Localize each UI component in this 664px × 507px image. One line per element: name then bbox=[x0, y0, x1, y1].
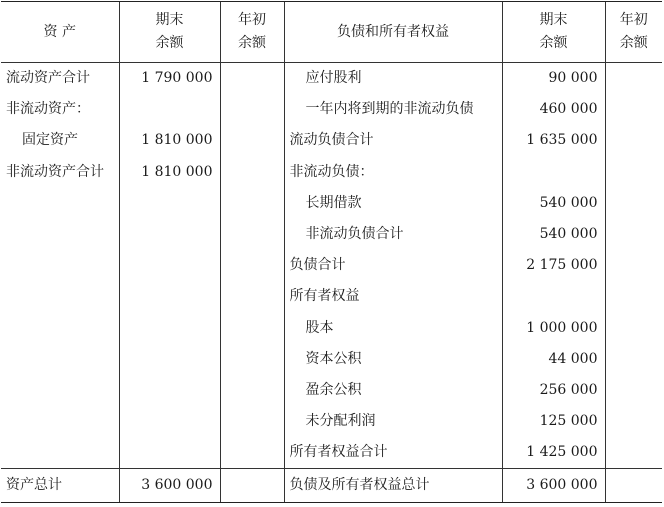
asset-end-balance bbox=[119, 344, 220, 375]
asset-begin-balance bbox=[220, 157, 284, 188]
asset-begin-balance bbox=[220, 437, 284, 469]
header-assets-end-balance: 期末 余额 bbox=[119, 2, 220, 63]
liab-begin-balance bbox=[605, 63, 662, 95]
table-row bbox=[1, 313, 662, 344]
asset-label bbox=[1, 437, 119, 469]
liab-label: 一年内将到期的非流动负债 bbox=[284, 94, 502, 125]
asset-end-balance: 1 810 000 bbox=[119, 157, 220, 188]
asset-label bbox=[1, 188, 119, 219]
table-row bbox=[1, 63, 662, 95]
liab-end-balance: 2 175 000 bbox=[502, 250, 605, 281]
liab-label: 流动负债合计 bbox=[284, 125, 502, 156]
asset-begin-balance bbox=[220, 63, 284, 95]
liab-label: 长期借款 bbox=[284, 188, 502, 219]
asset-begin-balance bbox=[220, 375, 284, 406]
liab-begin-balance bbox=[605, 94, 662, 125]
liab-begin-balance bbox=[605, 188, 662, 219]
liab-end-balance: 90 000 bbox=[502, 63, 605, 95]
asset-end-balance: 1 810 000 bbox=[119, 125, 220, 156]
liab-begin-balance bbox=[605, 437, 662, 469]
liab-label: 所有者权益 bbox=[284, 281, 502, 312]
liab-begin-balance bbox=[605, 313, 662, 344]
header-row bbox=[1, 2, 662, 63]
total-liab-equity-label: 负债及所有者权益总计 bbox=[284, 469, 502, 503]
liab-end-balance: 1 000 000 bbox=[502, 313, 605, 344]
table-row bbox=[1, 94, 662, 125]
balance-sheet-table bbox=[1, 1, 662, 503]
asset-end-balance bbox=[119, 313, 220, 344]
table-row bbox=[1, 437, 662, 469]
asset-begin-balance bbox=[220, 344, 284, 375]
liab-label: 非流动负债： bbox=[284, 157, 502, 188]
asset-begin-balance bbox=[220, 219, 284, 250]
total-row bbox=[1, 469, 662, 503]
liab-label: 未分配利润 bbox=[284, 406, 502, 437]
table-row bbox=[1, 125, 662, 156]
table-row bbox=[1, 157, 662, 188]
header-liab-end-balance: 期末 余额 bbox=[502, 2, 605, 63]
asset-end-balance: 1 790 000 bbox=[119, 63, 220, 95]
liab-end-balance: 540 000 bbox=[502, 188, 605, 219]
liab-begin-balance bbox=[605, 375, 662, 406]
liab-label: 应付股利 bbox=[284, 63, 502, 95]
liab-label: 盈余公积 bbox=[284, 375, 502, 406]
asset-label bbox=[1, 344, 119, 375]
asset-label bbox=[1, 406, 119, 437]
liab-begin-balance bbox=[605, 250, 662, 281]
header-assets: 资 产 bbox=[1, 2, 119, 63]
liab-begin-balance bbox=[605, 281, 662, 312]
asset-end-balance bbox=[119, 94, 220, 125]
asset-end-balance bbox=[119, 281, 220, 312]
asset-label bbox=[1, 281, 119, 312]
liab-begin-balance bbox=[605, 157, 662, 188]
liab-label: 负债合计 bbox=[284, 250, 502, 281]
header-liab-begin-balance: 年初 余额 bbox=[605, 2, 662, 63]
asset-end-balance bbox=[119, 406, 220, 437]
liab-end-balance bbox=[502, 281, 605, 312]
asset-begin-balance bbox=[220, 406, 284, 437]
asset-begin-balance bbox=[220, 250, 284, 281]
asset-end-balance bbox=[119, 250, 220, 281]
liab-begin-balance bbox=[605, 219, 662, 250]
asset-end-balance bbox=[119, 219, 220, 250]
table-row bbox=[1, 219, 662, 250]
asset-label: 流动资产合计 bbox=[6, 70, 90, 87]
total-assets-label: 资产总计 bbox=[1, 469, 119, 503]
asset-end-balance bbox=[119, 437, 220, 469]
liab-label: 所有者权益合计 bbox=[284, 437, 502, 469]
liab-end-balance: 44 000 bbox=[502, 344, 605, 375]
total-assets-end-balance: 3 600 000 bbox=[119, 469, 220, 503]
liab-label: 股本 bbox=[284, 313, 502, 344]
total-liab-equity-end-balance: 3 600 000 bbox=[502, 469, 605, 503]
asset-label: 非流动资产合计 bbox=[6, 163, 104, 180]
asset-label bbox=[1, 375, 119, 406]
asset-begin-balance bbox=[220, 94, 284, 125]
liab-end-balance: 460 000 bbox=[502, 94, 605, 125]
asset-end-balance bbox=[119, 188, 220, 219]
table-row bbox=[1, 344, 662, 375]
header-liabilities-equity: 负债和所有者权益 bbox=[284, 2, 502, 63]
liab-end-balance: 540 000 bbox=[502, 219, 605, 250]
liab-end-balance: 256 000 bbox=[502, 375, 605, 406]
asset-label bbox=[1, 313, 119, 344]
asset-label: 非流动资产： bbox=[6, 101, 90, 118]
table-row bbox=[1, 250, 662, 281]
total-assets-begin-balance bbox=[220, 469, 284, 503]
liab-begin-balance bbox=[605, 125, 662, 156]
liab-end-balance: 125 000 bbox=[502, 406, 605, 437]
header-assets-begin-balance: 年初 余额 bbox=[220, 2, 284, 63]
liab-begin-balance bbox=[605, 406, 662, 437]
table-row bbox=[1, 406, 662, 437]
table-row bbox=[1, 281, 662, 312]
asset-end-balance bbox=[119, 375, 220, 406]
liab-label: 资本公积 bbox=[284, 344, 502, 375]
asset-begin-balance bbox=[220, 125, 284, 156]
table-row bbox=[1, 375, 662, 406]
asset-label: 固定资产 bbox=[22, 132, 78, 149]
total-liab-equity-begin-balance bbox=[605, 469, 662, 503]
asset-begin-balance bbox=[220, 188, 284, 219]
table-row bbox=[1, 188, 662, 219]
asset-begin-balance bbox=[220, 313, 284, 344]
liab-end-balance bbox=[502, 157, 605, 188]
asset-begin-balance bbox=[220, 281, 284, 312]
liab-end-balance: 1 425 000 bbox=[502, 437, 605, 469]
liab-end-balance: 1 635 000 bbox=[502, 125, 605, 156]
asset-label bbox=[1, 250, 119, 281]
liab-begin-balance bbox=[605, 344, 662, 375]
liab-label: 非流动负债合计 bbox=[284, 219, 502, 250]
asset-label bbox=[1, 219, 119, 250]
